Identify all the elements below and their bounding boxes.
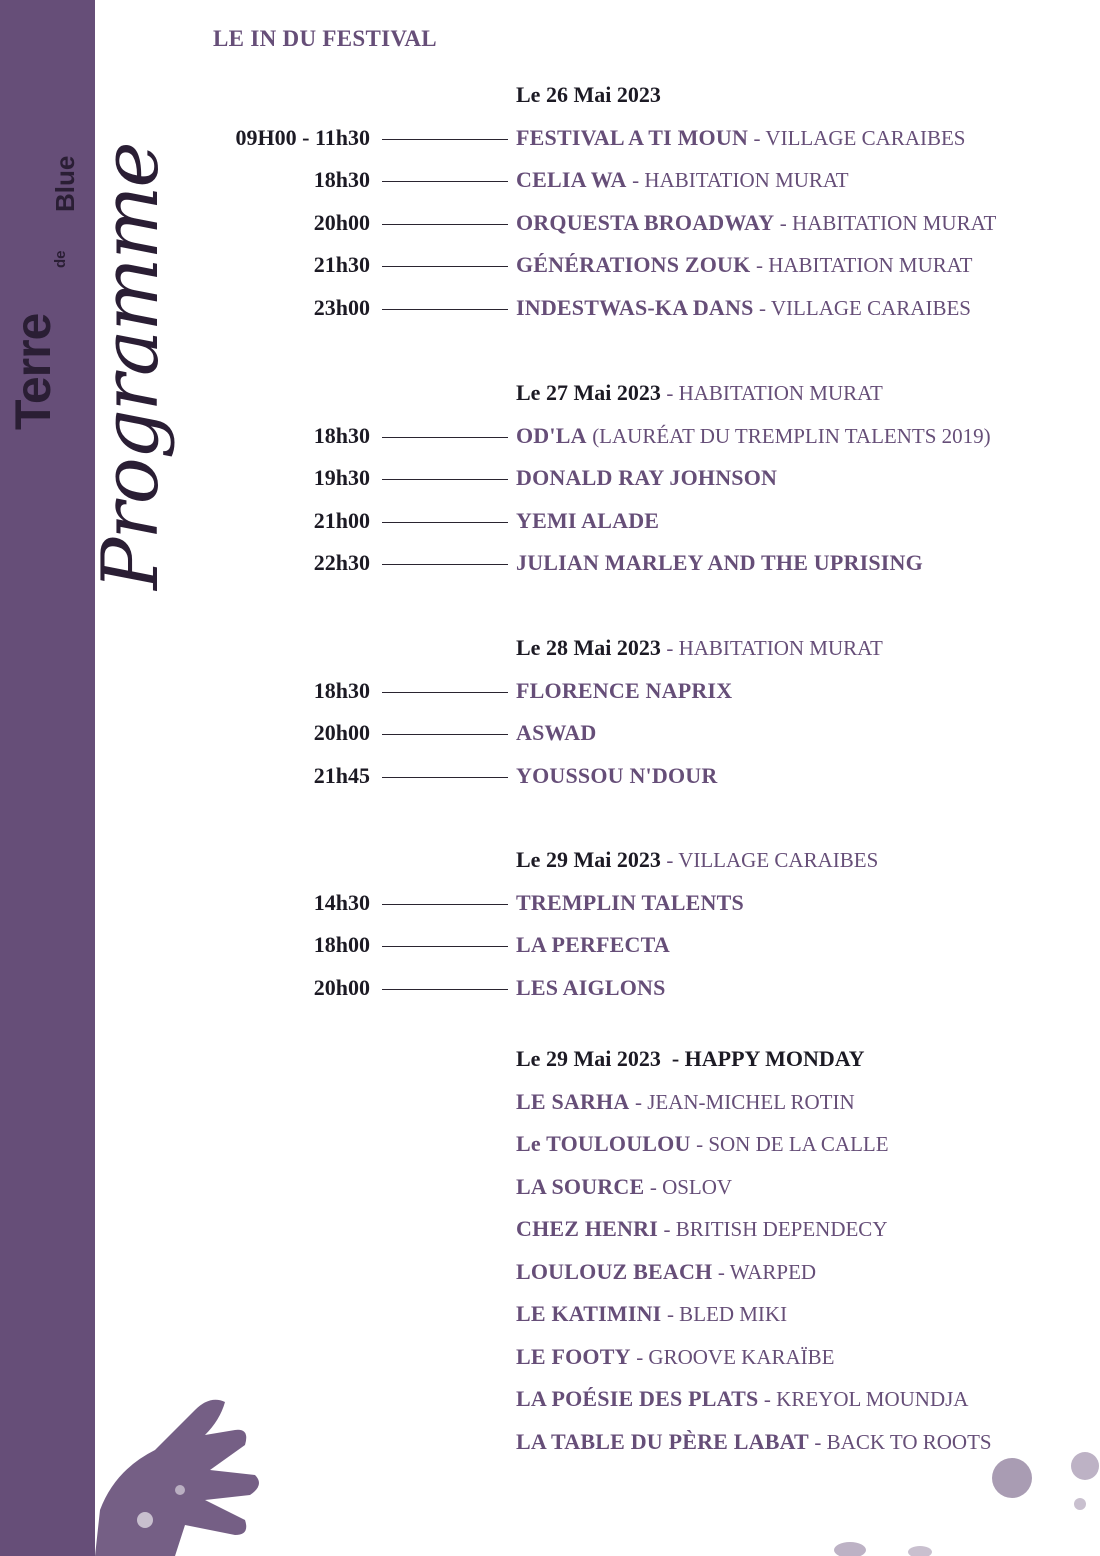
event-time: 18h30 [313,423,370,448]
event-time: 18h30 [313,167,370,192]
event-time: 21h30 [313,252,370,277]
bar-act: - OSLOV [649,1175,733,1199]
day-date-line [516,82,661,108]
event-venue: - VILLAGE CARAIBES [753,126,966,150]
happy-monday-entry [516,1259,816,1285]
event-artist: TREMPLIN TALENTS [516,890,744,915]
event-artist: ASWAD [516,720,597,745]
schedule-row [0,167,1100,197]
day-venue: - HABITATION MURAT [666,381,883,405]
event-line [516,508,659,534]
schedule-row [0,252,1100,282]
schedule-row [0,210,1100,240]
bar-act: - BLED MIKI [666,1302,788,1326]
happy-monday-item [0,1216,1100,1246]
event-line [516,465,777,491]
happy-monday-entry [516,1301,787,1327]
schedule-row [0,763,1100,793]
schedule-row [0,678,1100,708]
happy-monday-item [0,1089,1100,1119]
time-connector-line [382,139,508,140]
bar-act: - KREYOL MOUNDJA [763,1387,969,1411]
event-time: 19h30 [313,465,370,490]
schedule-row [0,423,1100,453]
event-time: 18h30 [313,678,370,703]
day-date: Le 29 Mai 2023 [516,847,661,872]
bar-name: LE SARHA [516,1089,630,1114]
event-time: 22h30 [313,550,370,575]
happy-monday-entry [516,1174,732,1200]
schedule-row [0,720,1100,750]
event-venue: - VILLAGE CARAIBES [759,296,971,320]
happy-monday-entry [516,1131,889,1157]
bar-act: - BRITISH DEPENDECY [663,1217,888,1241]
event-artist: OD'LA [516,423,587,448]
event-artist: CELIA WA [516,167,627,192]
programme-script-title: Programme [86,143,176,590]
event-artist: ORQUESTA BROADWAY [516,210,775,235]
time-connector-line [382,437,508,438]
bar-act: - SON DE LA CALLE [696,1132,889,1156]
happy-monday-item [0,1344,1100,1374]
time-connector-line [382,989,508,990]
happy-monday-item [0,1131,1100,1161]
bar-name: CHEZ HENRI [516,1216,658,1241]
event-line [516,763,717,789]
day-header [0,82,1100,112]
happy-monday-entry [516,1344,835,1370]
event-line [516,295,971,321]
bar-act: - JEAN-MICHEL ROTIN [634,1090,855,1114]
happy-monday-entry [516,1216,887,1242]
event-line [516,210,996,236]
time-connector-line [382,692,508,693]
day-date-line [516,380,883,406]
schedule-row [0,125,1100,155]
time-connector-line [382,777,508,778]
event-line [516,678,732,704]
bar-name: LA TABLE DU PÈRE LABAT [516,1429,809,1454]
schedule-row [0,465,1100,495]
schedule-row [0,508,1100,538]
bar-name: LE KATIMINI [516,1301,662,1326]
event-line [516,125,966,151]
time-connector-line [382,224,508,225]
schedule-row [0,890,1100,920]
day-date-line [516,847,878,873]
bar-act: - WARPED [717,1260,817,1284]
event-time: 14h30 [313,890,370,915]
event-artist: LES AIGLONS [516,975,666,1000]
time-connector-line [382,564,508,565]
day-header [0,635,1100,665]
schedule-row [0,932,1100,962]
handprint-decoration [85,1390,285,1556]
happy-monday-header [0,1046,1100,1076]
event-line [516,252,972,278]
event-line [516,890,744,916]
bar-name: LA POÉSIE DES PLATS [516,1386,759,1411]
time-connector-line [382,479,508,480]
time-connector-line [382,946,508,947]
logo-de: de [52,250,69,268]
event-venue: - HABITATION MURAT [779,211,997,235]
event-artist: FLORENCE NAPRIX [516,678,733,703]
time-connector-line [382,522,508,523]
event-artist: FESTIVAL A TI MOUN [516,125,749,150]
schedule-row [0,550,1100,580]
time-connector-line [382,309,508,310]
event-artist: GÉNÉRATIONS ZOUK [516,252,751,277]
event-time: 21h45 [313,763,370,788]
logo-terre: Terre [5,313,61,430]
event-artist: JULIAN MARLEY AND THE UPRISING [516,550,923,575]
event-line [516,167,849,193]
bar-act: - GROOVE KARAÏBE [636,1345,835,1369]
event-time: 21h00 [313,508,370,533]
bar-name: LA SOURCE [516,1174,645,1199]
day-header [0,380,1100,410]
time-connector-line [382,181,508,182]
event-line [516,550,923,576]
happy-monday-line [516,1046,865,1072]
time-connector-line [382,904,508,905]
happy-monday-entry [516,1386,968,1412]
event-time: 18h00 [313,932,370,957]
day-venue: - VILLAGE CARAIBES [666,848,879,872]
paint-dots-decoration [780,1440,1100,1556]
event-venue: - HABITATION MURAT [632,168,849,192]
section-title: LE IN DU FESTIVAL [213,26,437,51]
logo-blue: Blue [50,155,80,212]
event-artist: YOUSSOU N'DOUR [516,763,718,788]
event-line [516,423,991,449]
event-time: 20h00 [313,975,370,1000]
event-line [516,720,596,746]
event-artist: INDESTWAS-KA DANS [516,295,754,320]
bar-name: LOULOUZ BEACH [516,1259,713,1284]
happy-monday-entry [516,1089,855,1115]
event-artist: DONALD RAY JOHNSON [516,465,778,490]
event-time: 09H00 - 11h30 [235,125,370,150]
day-venue: - HABITATION MURAT [666,636,883,660]
day-date: Le 26 Mai 2023 [516,82,661,107]
bar-name: Le TOULOULOU [516,1131,691,1156]
happy-monday-label: - HAPPY MONDAY [671,1046,865,1071]
happy-monday-date: Le 29 Mai 2023 [516,1046,661,1071]
event-time: 20h00 [313,720,370,745]
schedule-row [0,295,1100,325]
time-connector-line [382,266,508,267]
bar-act: - BACK TO ROOTS [814,1430,992,1454]
happy-monday-item [0,1259,1100,1289]
time-connector-line [382,734,508,735]
happy-monday-item [0,1174,1100,1204]
day-date-line [516,635,883,661]
day-date: Le 28 Mai 2023 [516,635,661,660]
event-venue: (LAURÉAT DU TREMPLIN TALENTS 2019) [592,424,991,448]
event-time: 23h00 [313,295,370,320]
bar-name: LE FOOTY [516,1344,631,1369]
happy-monday-item [0,1301,1100,1331]
event-line [516,975,666,1001]
day-header [0,847,1100,877]
event-venue: - HABITATION MURAT [755,253,973,277]
event-line [516,932,670,958]
event-artist: YEMI ALADE [516,508,660,533]
event-artist: LA PERFECTA [516,932,670,957]
day-date: Le 27 Mai 2023 [516,380,661,405]
schedule-row [0,975,1100,1005]
event-time: 20h00 [313,210,370,235]
